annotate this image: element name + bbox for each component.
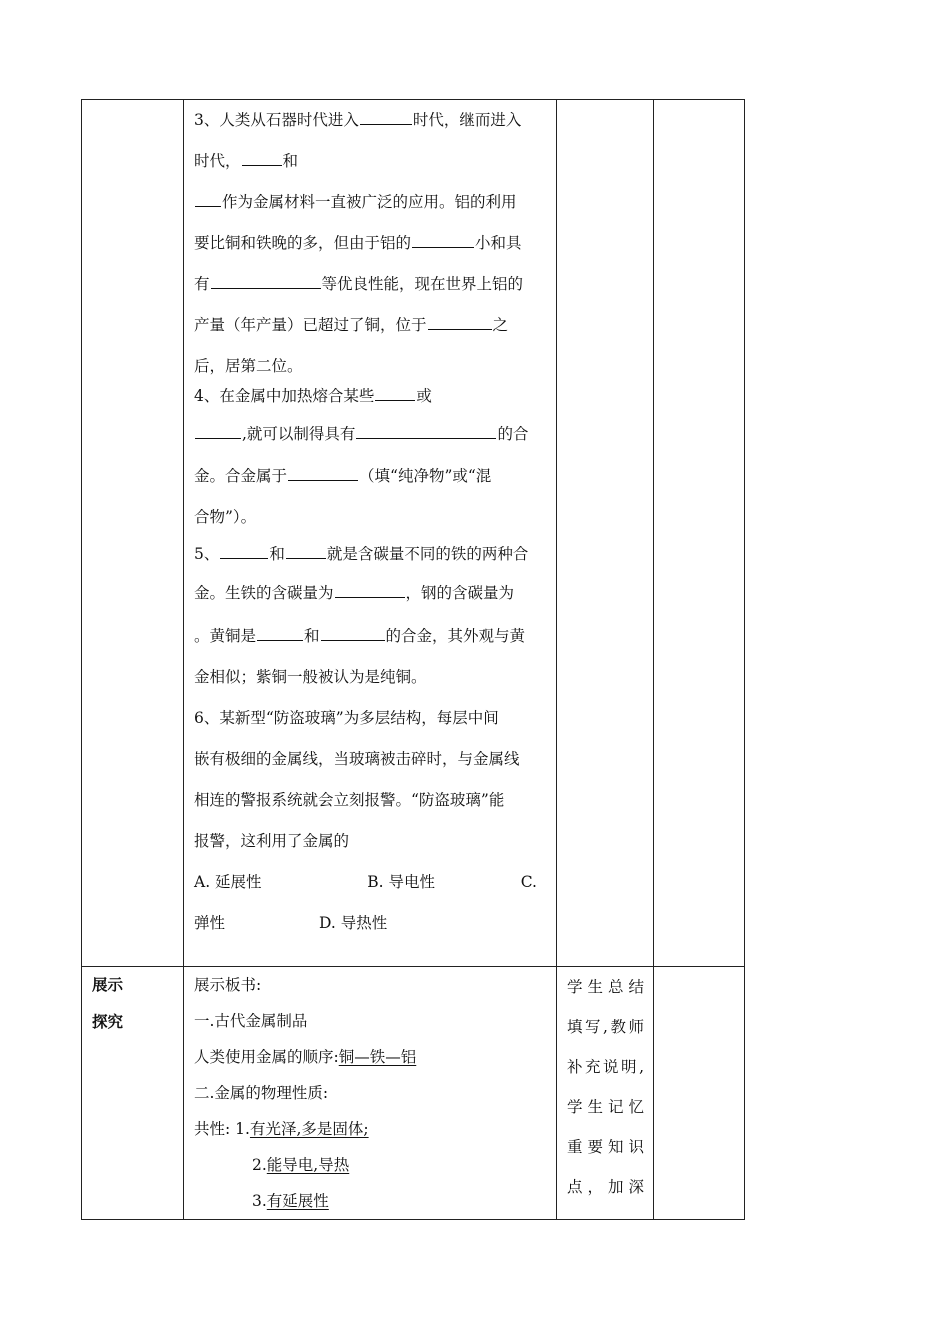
board-property-2: 2.能导电,导热 — [252, 1156, 350, 1174]
q6-line4: 报警，这利用了金属的 — [194, 832, 350, 850]
activity-cell — [557, 100, 654, 967]
q3-line5: 有 等优良性能，现在世界上铝的 — [194, 275, 524, 293]
q4-line1: 4、在金属中加热熔合某些 或 — [194, 387, 432, 405]
q3-line6: 产量（年产量）已超过了铜，位于 之 — [194, 316, 509, 334]
stage-label-line2: 探究 — [92, 1013, 124, 1031]
q6-options-row2 — [194, 903, 547, 944]
q5-line1: 5、 和 就是含碳量不同的铁的两种合 — [194, 545, 529, 563]
q6-line2: 嵌有极细的金属线，当玻璃被击碎时，与金属线 — [194, 750, 520, 768]
design-intent-cell — [654, 100, 745, 967]
board-property-3: 3.有延展性 — [252, 1192, 329, 1210]
option-c: C. — [520, 873, 537, 891]
stage-label-line1: 展示 — [92, 976, 124, 994]
q3-line4: 要比铜和铁晚的多，但由于铝的 小和具 — [194, 234, 522, 252]
board-section-1: 一.古代金属制品 — [194, 1012, 308, 1030]
q4-line4: 合物”）。 — [194, 508, 257, 526]
option-d: D. 导热性 — [319, 914, 388, 932]
board-title: 展示板书: — [194, 976, 262, 994]
q4-line2: ,就可以制得具有 的合 — [194, 412, 547, 456]
board-section-2: 二.金属的物理性质: — [194, 1084, 329, 1102]
option-a: A. 延展性 — [194, 873, 262, 891]
student-activity-line: 学生总结 — [567, 978, 644, 996]
board-property-1: 共性: 1.有光泽,多是固体; — [194, 1120, 369, 1138]
q6-line3: 相连的警报系统就会立刻报警。“防盗玻璃”能 — [194, 791, 505, 809]
student-activity-note — [557, 967, 653, 1207]
q6-line1: 6、某新型“防盗玻璃”为多层结构，每层中间 — [194, 709, 499, 727]
q5-line2: 金。生铁的含碳量为 ，钢的含碳量为 — [194, 584, 515, 602]
student-activity-line: 重要知识 — [567, 1138, 644, 1156]
q3-line2: 时代， 和 — [194, 152, 299, 170]
q3-line1: 3、人类从石器时代进入 时代，继而进入 — [194, 111, 522, 129]
q3-line7: 后，居第二位。 — [194, 357, 303, 375]
student-activity-line: 填写,教师 — [567, 1018, 644, 1036]
option-b: B. 导电性 — [367, 873, 436, 891]
q5-line4: 金相似；紫铜一般被认为是纯铜。 — [194, 668, 427, 686]
q4-line3: 金。合金属于 （填“纯净物”或“混 — [194, 467, 492, 485]
option-c-text: 弹性 — [194, 914, 226, 932]
student-activity-cell — [557, 967, 654, 1220]
q3-line3: 作为金属材料一直被广泛的应用。铝的利用 — [194, 182, 547, 223]
q6-options-row1 — [194, 862, 547, 903]
exercise-row — [82, 100, 745, 967]
stage-cell — [82, 100, 184, 967]
show-explore-row — [82, 967, 745, 1220]
stage-label-cell — [82, 967, 184, 1220]
exercise-cell — [184, 100, 557, 967]
student-activity-line: 补充说明, — [567, 1058, 644, 1076]
student-activity-line: 点，加深 — [567, 1178, 644, 1196]
q5-line3: 。黄铜是 和 的合金，其外观与黄 — [194, 627, 526, 645]
board-order: 人类使用金属的顺序:铜—铁—铝 — [194, 1048, 417, 1066]
student-activity-line: 学生记忆 — [567, 1098, 644, 1116]
board-cell — [184, 967, 557, 1220]
design-intent-cell-2 — [654, 967, 745, 1220]
lesson-table — [81, 99, 745, 1220]
